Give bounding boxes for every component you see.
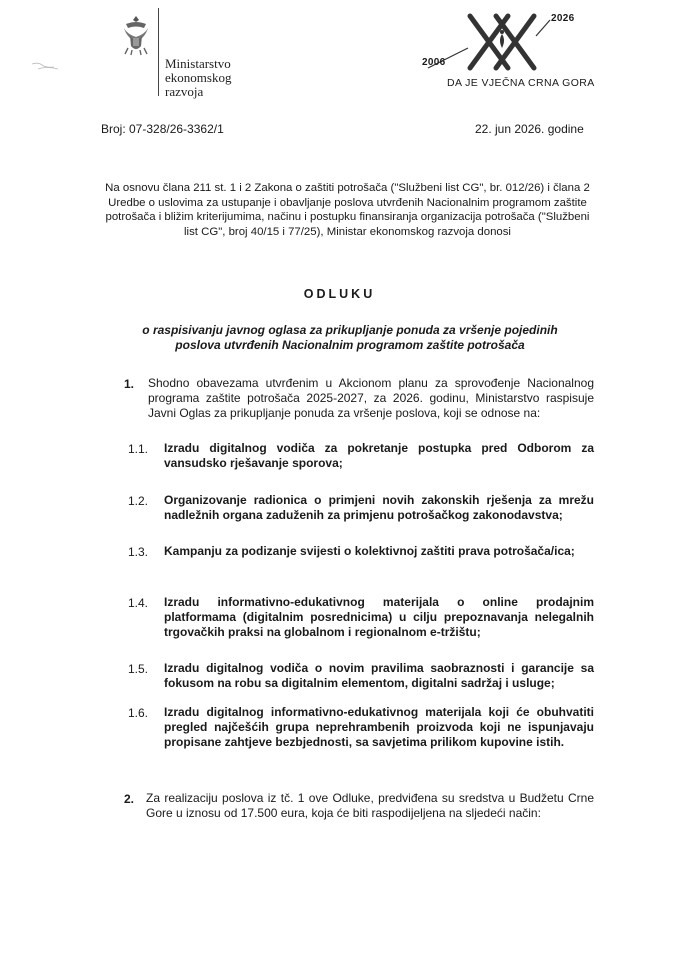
section-text: Za realizaciju poslova iz tč. 1 ove Odluke, predviđena su sredstva u Budžetu Crne Gore u iznosu od 17.500 eura, koja će biti raspodijeljena na sljedeći način: xyxy=(146,791,594,820)
preamble: Na osnovu člana 211 st. 1 i 2 Zakona o zaštiti potrošača ("Službeni list CG", br. 012/26) i člana 2 Uredbe o uslovima za ustupanje i obavljanje poslova utvrđenih Nacionalnim programom zaštite potrošača i bližim kriterijumima, načinu i postupku finansiranja organizacija potrošača ("Službeni list CG", broj 40/15 i 77/25), Ministar ekonomskog razvoja donosi xyxy=(105,182,590,238)
item-number: 1.5. xyxy=(128,662,149,676)
scan-artifact xyxy=(30,60,70,72)
document-subtitle: o raspisivanju javnog oglasa za prikupljanje ponuda za vršenje pojedinih poslova utvrđenih Nacionalnim programom zaštite potrošača xyxy=(142,323,558,352)
item-number: 1.6. xyxy=(128,706,149,720)
list-item: Organizovanje radionica o primjeni novih zakonskih rješenja za mrežu nadležnih organa zaduženih za primjenu potrošačkog zakonodavstva; xyxy=(164,493,594,522)
ministry-line: ekonomskog xyxy=(165,70,232,85)
item-number: 1.2. xyxy=(128,494,149,508)
item-number: 1.3. xyxy=(128,545,149,559)
section-number: 2. xyxy=(124,792,135,806)
section-number: 1. xyxy=(124,377,135,391)
ministry-name xyxy=(165,57,231,99)
coat-of-arms-icon xyxy=(120,14,152,56)
reference-number: Broj: 07-328/26-3362/1 xyxy=(101,122,224,136)
year-end: 2026 xyxy=(551,13,575,24)
document-title: ODLUKU xyxy=(303,287,376,301)
year-start: 2006 xyxy=(422,57,446,68)
anniversary-slogan: DA JE VJEČNA CRNA GORA xyxy=(447,77,595,89)
document-date: 22. jun 2026. godine xyxy=(475,122,584,136)
header-divider xyxy=(158,8,159,96)
list-item: Izradu informativno-edukativnog materijala o online prodajnim platformama (digitalnim posrednicima) u cilju prepoznavanja nelegalnih trgovačkih praksi na globalnom i regionalnom e-tržištu; xyxy=(164,595,594,639)
section-text: Shodno obavezama utvrđenim u Akcionom planu za sprovođenje Nacionalnog programa zaštite potrošača 2025-2027, za 2026. godinu, Ministarstvo raspisuje Javni Oglas za prikupljanje ponuda za vršenje poslova, koji se odnose na: xyxy=(148,376,594,420)
item-number: 1.4. xyxy=(128,596,149,610)
list-item: Izradu digitalnog vodiča o novim pravilima saobraznosti i garancije sa fokusom na robu sa digitalnim elementom, digitalni sadržaj i usluge; xyxy=(164,661,594,690)
list-item: Kampanju za podizanje svijesti o kolektivnoj zaštiti prava potrošača/ica; xyxy=(164,544,575,558)
ministry-line: Ministarstvo xyxy=(165,56,231,71)
item-number: 1.1. xyxy=(128,442,149,456)
list-item: Izradu digitalnog informativno-edukativnog materijala koji će obuhvatiti pregled najčešćih grupa neprehrambenih proizvoda koji ne ispunjavaju propisane zahtjeve bezbjednosti, sa savjetima prilikom kupovine istih. xyxy=(164,705,594,749)
ministry-line: razvoja xyxy=(165,84,204,99)
list-item: Izradu digitalnog vodiča za pokretanje postupka pred Odborom za vansudsko rješavanje sporova; xyxy=(164,441,594,470)
